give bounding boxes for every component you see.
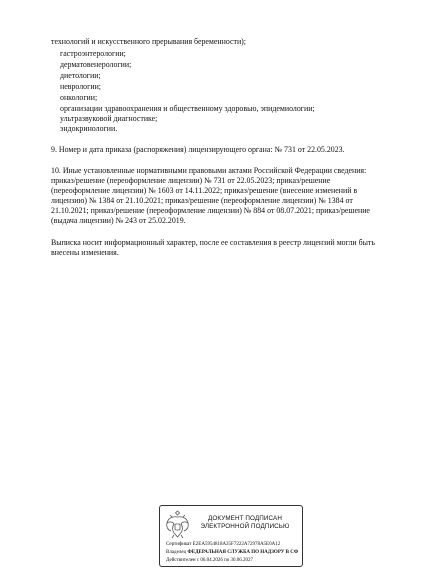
- stamp-title: ДОКУМЕНТ ПОДПИСАН: [208, 515, 282, 522]
- list-item: диетологии;: [60, 71, 101, 80]
- list-item: ультразвуковой диагностике;: [60, 114, 158, 123]
- list-item: онкологии;: [60, 93, 98, 102]
- stamp-subtitle: ЭЛЕКТРОННОЙ ПОДПИСЬЮ: [200, 523, 290, 530]
- item-10-line: 10. Иные установленные нормативными правовыми актами Российской Федерации сведения:: [51, 166, 367, 175]
- certificate-label: Сертификат: [166, 542, 192, 547]
- note-line: внесены изменения.: [51, 248, 119, 257]
- list-item: дерматовенерологии;: [60, 60, 132, 69]
- certificate-value: E2EA5954818A35F7222A72978A5E0A12: [192, 542, 281, 547]
- list-item: организации здравоохранения и общественному здоровью, эпидемиологии;: [60, 104, 315, 113]
- list-item: неврологии;: [60, 82, 101, 91]
- continued-line: технологий и искусственного прерывания беременности);: [51, 37, 246, 46]
- item-10-line: (переоформление лицензии) № 1603 от 14.11.2022; приказ/решение (внесение изменений в: [51, 186, 358, 195]
- coat-of-arms-icon: [164, 509, 191, 540]
- list-item: гастроэнтерологии;: [60, 49, 126, 58]
- item-10-line: (выдача лицензии) № 243 от 25.02.2019.: [51, 216, 186, 225]
- electronic-signature-stamp: [159, 505, 303, 567]
- item-10-line: приказ/решение (переоформление лицензии) № 731 от 22.05.2023; приказ/решение: [51, 176, 331, 185]
- certificate-row: [166, 542, 280, 548]
- item-10-line: 21.10.2021; приказ/решение (переоформление лицензии) № 884 от 08.07.2021; приказ/решение: [51, 206, 370, 215]
- item-9: 9. Номер и дата приказа (распоряжения) лицензирующего органа: № 731 от 22.05.2023.: [51, 145, 345, 154]
- validity-row: Действителен с 06.04.2026 по 30.06.2027: [166, 558, 253, 563]
- owner-row: [166, 550, 298, 556]
- owner-value: ФЕДЕРАЛЬНАЯ СЛУЖБА ПО НАДЗОРУ В СФ: [187, 550, 299, 555]
- list-item: эндокринологии.: [60, 124, 118, 133]
- owner-label: Владелец: [166, 550, 187, 555]
- note-line: Выписка носит информационный характер, после ее составления в реестр лицензий могли быть: [51, 238, 375, 247]
- item-10-line: лицензию) № 1384 от 21.10.2021; приказ/решение (переоформление лицензии) № 1384 от: [51, 196, 353, 205]
